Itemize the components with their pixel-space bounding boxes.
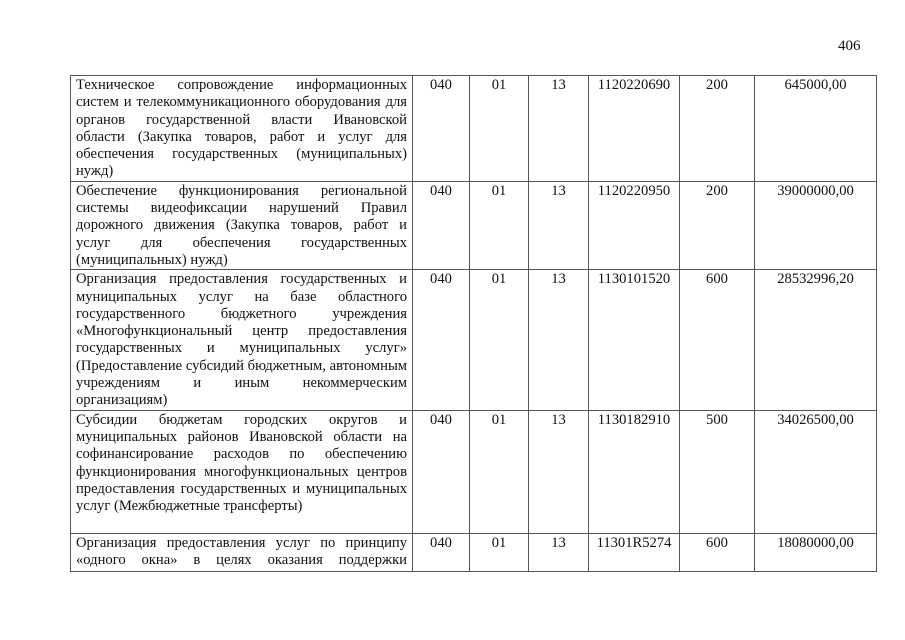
expense-type: 600: [680, 533, 755, 571]
expense-type: 500: [680, 410, 755, 533]
ministry-code: 040: [413, 270, 470, 410]
ministry-code: 040: [413, 181, 470, 269]
amount: 28532996,20: [755, 270, 877, 410]
row-description: [71, 533, 413, 571]
target-article: 1130101520: [589, 270, 680, 410]
subsection-code: 13: [529, 76, 589, 182]
section-code: 01: [470, 270, 529, 410]
table-row: [71, 410, 877, 533]
amount: 34026500,00: [755, 410, 877, 533]
expense-type: 200: [680, 76, 755, 182]
row-description: Техническое сопровождение информационных систем и телекоммуникационного оборудования для органов государственной власти Ивановской области (Закупка товаров, работ и услуг для обеспечения государственных (муниципальных) нужд): [71, 76, 413, 182]
row-description: Субсидии бюджетам городских округов и муниципальных районов Ивановской области на софинансирование расходов по обеспечению функционирования многофункциональных центров предоставления государственных и муниципальных услуг (Межбюджетные трансферты): [71, 410, 413, 533]
row-description: Организация предоставления государственных и муниципальных услуг на базе областного государственного бюджетного учреждения «Многофункциональный центр предоставления государственных и муниципальных услуг» (Предоставление субсидий бюджетным, автономным учреждениям и иным некоммерческим организациям): [71, 270, 413, 410]
ministry-code: 040: [413, 76, 470, 182]
target-article: 11301R5274: [589, 533, 680, 571]
target-article: 1120220950: [589, 181, 680, 269]
row-description-text: Организация предоставления услуг по принципу «одного окна» в целях оказания поддержки: [76, 534, 407, 568]
expense-type: 200: [680, 181, 755, 269]
table-row: [71, 76, 877, 182]
subsection-code: 13: [529, 270, 589, 410]
ministry-code: 040: [413, 410, 470, 533]
table-row: [71, 181, 877, 269]
page-number: 406: [838, 38, 861, 54]
amount: 18080000,00: [755, 533, 877, 571]
section-code: 01: [470, 76, 529, 182]
subsection-code: 13: [529, 410, 589, 533]
amount: 39000000,00: [755, 181, 877, 269]
target-article: 1130182910: [589, 410, 680, 533]
table-row: [71, 533, 877, 571]
section-code: 01: [470, 181, 529, 269]
budget-table: [70, 75, 877, 572]
table-row: [71, 270, 877, 410]
amount: 645000,00: [755, 76, 877, 182]
section-code: 01: [470, 533, 529, 571]
target-article: 1120220690: [589, 76, 680, 182]
subsection-code: 13: [529, 181, 589, 269]
ministry-code: 040: [413, 533, 470, 571]
section-code: 01: [470, 410, 529, 533]
expense-type: 600: [680, 270, 755, 410]
subsection-code: 13: [529, 533, 589, 571]
row-description: Обеспечение функционирования региональной системы видеофиксации нарушений Правил дорожного движения (Закупка товаров, работ и услуг для обеспечения государственных (муниципальных) нужд): [71, 181, 413, 269]
